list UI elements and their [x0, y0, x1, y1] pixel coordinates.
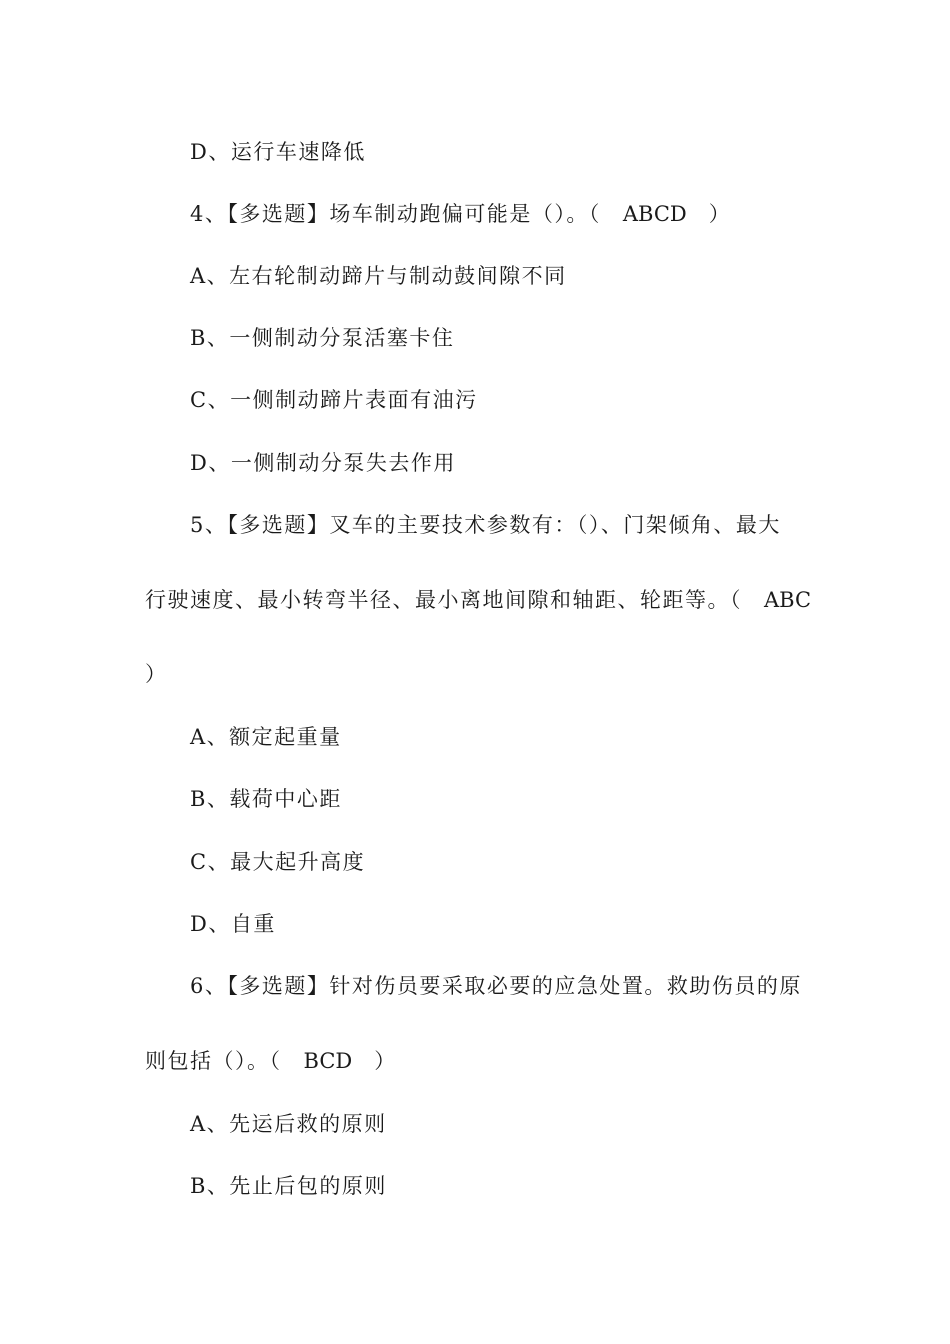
q6-stem-line2	[145, 1047, 397, 1075]
q5-stem-line2-text: 行驶速度、最小转弯半径、最小离地间隙和轴距、轮距等。（	[145, 588, 742, 612]
q6-close-paren: ）	[374, 1049, 397, 1073]
q4-stem-text: 4、【多选题】场车制动跑偏可能是（）。（	[190, 202, 601, 226]
q4-option-a: A、左右轮制动蹄片与制动鼓间隙不同	[190, 264, 567, 288]
q4-stem	[190, 200, 731, 228]
q5-option-b: B、载荷中心距	[190, 787, 342, 811]
q4-answer: ABCD	[622, 202, 687, 226]
q6-option-b: B、先止后包的原则	[190, 1174, 387, 1198]
q6-answer: BCD	[303, 1049, 353, 1073]
q5-stem-line1: 5、【多选题】叉车的主要技术参数有：（）、门架倾角、最大	[190, 513, 781, 537]
q5-answer: ABC	[764, 588, 812, 612]
q5-option-c: C、最大起升高度	[190, 850, 366, 874]
q4-option-d: D、一侧制动分泵失去作用	[190, 451, 456, 475]
q5-close-paren: ）	[145, 662, 168, 686]
q4-close-paren: ）	[708, 202, 732, 226]
q5-option-a: A、额定起重量	[190, 725, 342, 749]
q6-option-a: A、先运后救的原则	[190, 1112, 387, 1136]
q3-option-d: D、运行车速降低	[190, 140, 366, 164]
q6-stem-line2-text: 则包括（）。（	[145, 1049, 282, 1073]
q4-option-c: C、一侧制动蹄片表面有油污	[190, 388, 478, 412]
q5-option-d: D、自重	[190, 912, 276, 936]
q5-stem-line2	[145, 586, 811, 614]
q6-stem-line1: 6、【多选题】针对伤员要采取必要的应急处置。救助伤员的原	[190, 974, 802, 998]
q4-option-b: B、一侧制动分泵活塞卡住	[190, 326, 455, 350]
